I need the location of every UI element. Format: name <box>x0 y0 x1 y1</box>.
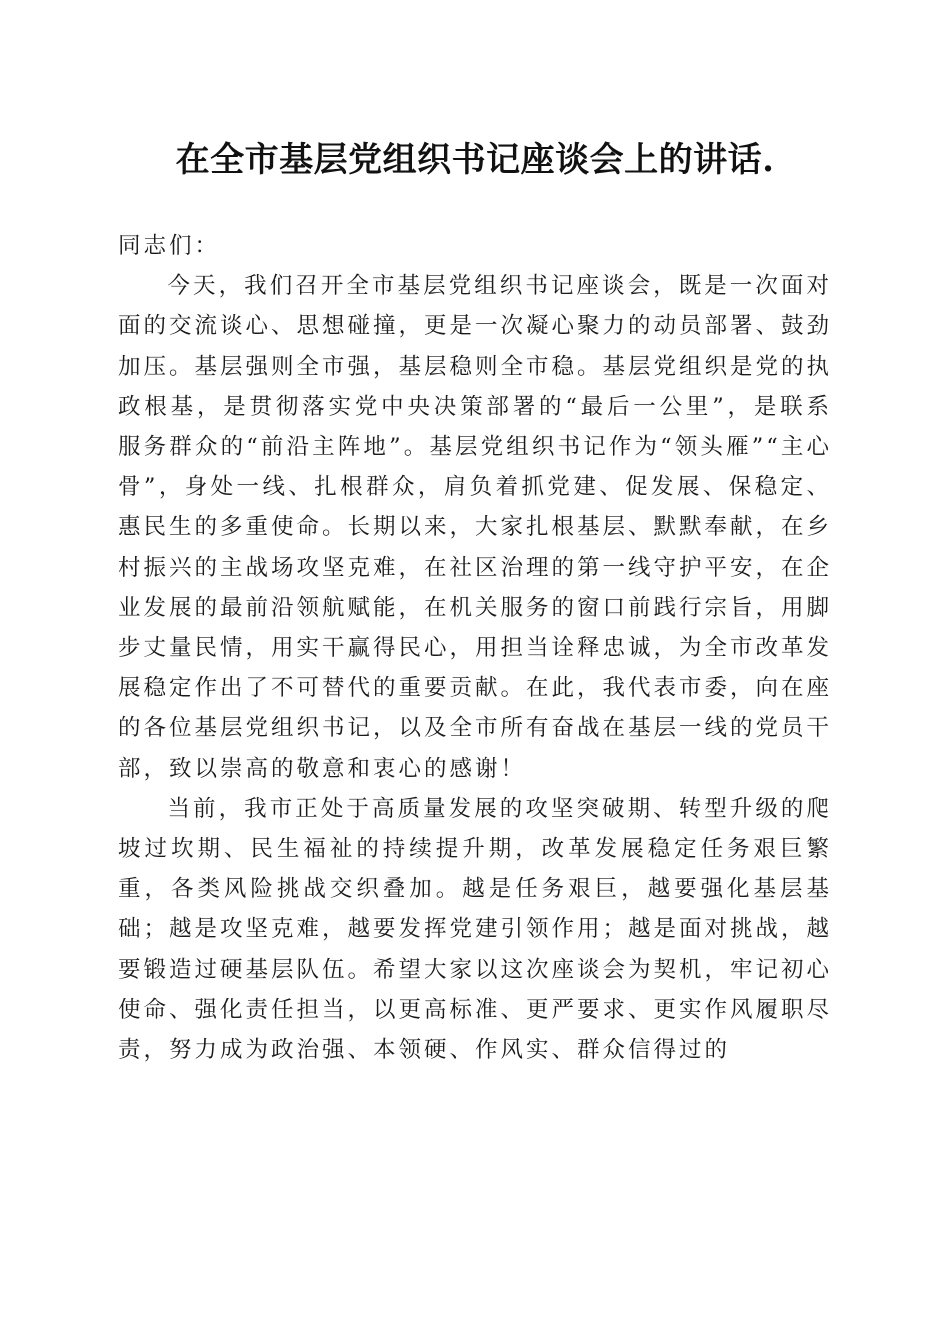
document-title: 在全市基层党组织书记座谈会上的讲话. <box>175 140 775 180</box>
paragraph-1: 今天，我们召开全市基层党组织书记座谈会，既是一次面对面的交流谈心、思想碰撞，更是一次凝心聚力的动员部署、鼓劲加压。基层强则全市强，基层稳则全市稳。基层党组织是党的执政根基，是贯彻落实党中央决策部署的“最后一公里”，是联系服务群众的“前沿主阵地”。基层党组织书记作为“领头雁”“主心骨”，身处一线、扎根群众，肩负着抓党建、促发展、保稳定、惠民生的多重使命。长期以来，大家扎根基层、默默奉献，在乡村振兴的主战场攻坚克难，在社区治理的第一线守护平安，在企业发展的最前沿领航赋能，在机关服务的窗口前践行宗旨，用脚步丈量民情，用实干赢得民心，用担当诠释忠诚，为全市改革发展稳定作出了不可替代的重要贡献。在此，我代表市委，向在座的各位基层党组织书记，以及全市所有奋战在基层一线的党员干部，致以崇高的敬意和衷心的感谢！ <box>118 273 833 782</box>
salutation: 同志们： <box>118 233 221 259</box>
document-body <box>118 226 832 1070</box>
paragraph-2: 当前，我市正处于高质量发展的攻坚突破期、转型升级的爬坡过坎期、民生福祉的持续提升期，改革发展稳定任务艰巨繁重，各类风险挑战交织叠加。越是任务艰巨，越要强化基层基础；越是攻坚克难，越要发挥党建引领作用；越是面对挑战，越要锻造过硬基层队伍。希望大家以这次座谈会为契机，牢记初心使命、强化责任担当，以更高标准、更严要求、更实作风履职尽责，努力成为政治强、本领硬、作风实、群众信得过的 <box>118 795 833 1064</box>
